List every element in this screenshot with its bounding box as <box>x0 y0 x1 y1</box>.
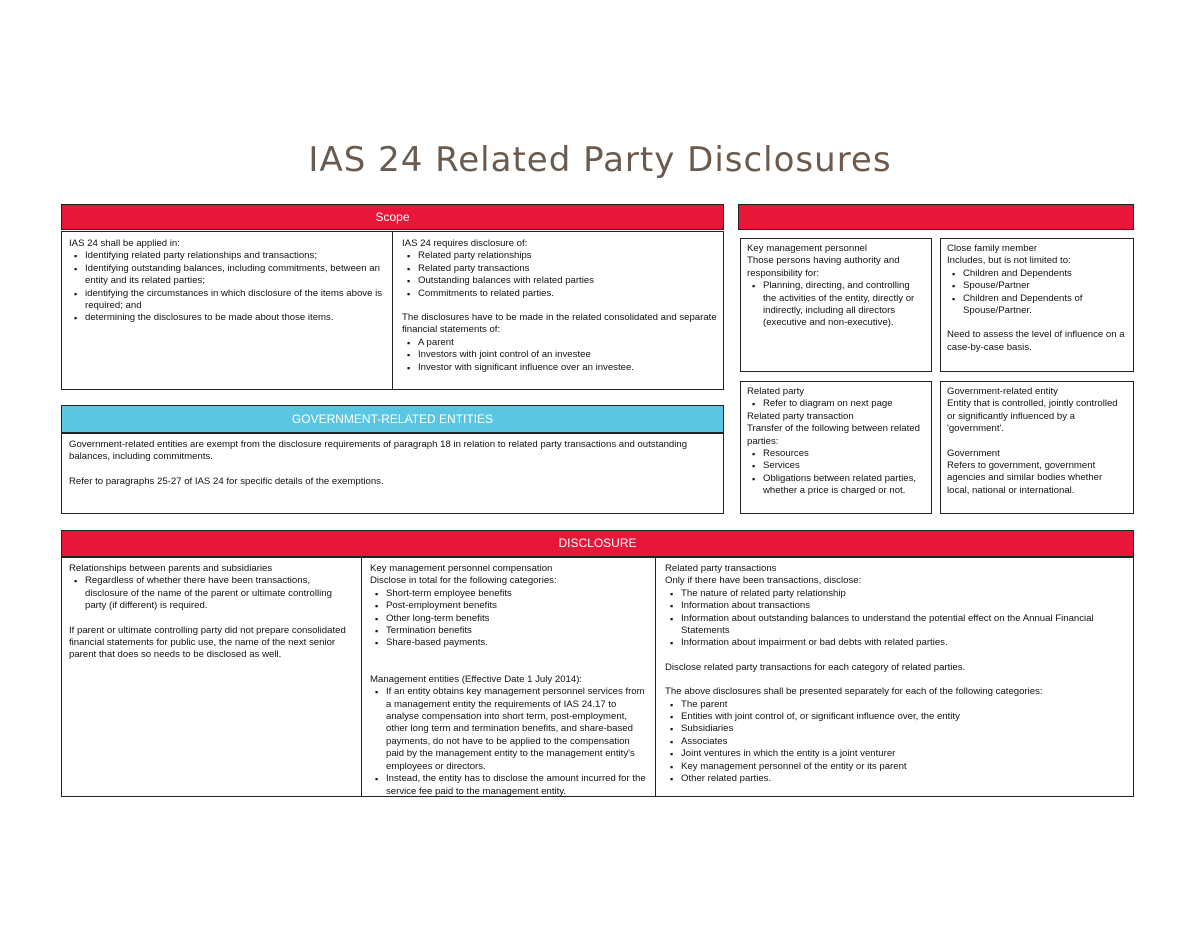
list-item: ▪ Commitments to related parties. <box>418 288 717 300</box>
disclosure-col-2 <box>370 563 648 798</box>
gov-entities-box <box>61 433 724 514</box>
scope-col1-intro: IAS 24 shall be applied in: <box>69 238 180 249</box>
disclosure-col3-list <box>665 588 1127 650</box>
list-item: ▪ Post-employment benefits <box>386 600 648 612</box>
gov-title-2: Government <box>947 447 1000 459</box>
gov-entity-box <box>940 381 1134 514</box>
disclosure-box <box>61 557 1134 797</box>
list-item: ▪ Services <box>763 460 925 472</box>
scope-divider <box>392 232 393 389</box>
related-title-2: Related party transaction <box>747 410 854 422</box>
list-item: ▪ Information about transactions <box>681 600 1127 612</box>
list-item: ▪ Key management personnel of the entity or its parent <box>681 761 1127 773</box>
list-item: ▪ The parent <box>681 699 1127 711</box>
related-list <box>747 398 925 410</box>
scope-col2-para: The disclosures have to be made in the related consolidated and separate financial statements of: <box>402 312 717 336</box>
disclosure-col3-para-2: The above disclosures shall be presented separately for each of the following categories: <box>665 686 1043 698</box>
gov-entities-text-2: Refer to paragraphs 25-27 of IAS 24 for specific details of the exemptions. <box>69 475 384 487</box>
scope-col2-intro: IAS 24 requires disclosure of: <box>402 238 528 249</box>
related-title: Related party <box>747 386 805 397</box>
list-item: ▪ Children and Dependents <box>963 268 1127 280</box>
disclosure-header: DISCLOSURE <box>61 530 1134 557</box>
list-item: ▪ The nature of related party relationship <box>681 588 1127 600</box>
gov-text: Entity that is controlled, jointly controlled or significantly influenced by a 'government'. <box>947 398 1118 435</box>
list-item: ▪ Related party relationships <box>418 250 717 262</box>
list-item: ▪ Associates <box>681 736 1127 748</box>
scope-col-2 <box>402 238 717 374</box>
list-item: ▪ Regardless of whether there have been transactions, disclosure of the name of the parent or ultimate controlling party (if different) is required. <box>85 575 353 612</box>
kmp-list <box>747 280 925 330</box>
family-note: Need to assess the level of influence on a case-by-case basis. <box>947 329 1125 353</box>
list-item: ▪ identifying the circumstances in which disclosure of the items above is required; and <box>85 288 384 313</box>
kmp-title: Key management personnel <box>747 243 867 254</box>
list-item: ▪ Identifying related party relationships and transactions; <box>85 250 384 262</box>
list-item: ▪ Investor with significant influence over an investee. <box>418 362 717 374</box>
gov-text-2: Refers to government, government agencies and similar bodies whether local, national or international. <box>947 460 1103 496</box>
disclosure-col2-title: Key management personnel compensation <box>370 563 553 574</box>
list-item: ▪ Outstanding balances with related parties <box>418 275 717 287</box>
disclosure-col3-list-2 <box>665 699 1127 786</box>
list-item: ▪ determining the disclosures to be made about those items. <box>85 312 384 324</box>
scope-col-1 <box>69 238 384 325</box>
list-item: ▪ Investors with joint control of an investee <box>418 349 717 361</box>
kmp-text: Those persons having authority and responsibility for: <box>747 255 900 279</box>
list-item: ▪ Other related parties. <box>681 773 1127 785</box>
list-item: ▪ Children and Dependents of Spouse/Partner. <box>963 293 1127 318</box>
disclosure-divider-2 <box>655 558 656 796</box>
list-item: ▪ Refer to diagram on next page <box>763 398 925 410</box>
gov-entities-header: GOVERNMENT-RELATED ENTITIES <box>61 405 724 433</box>
list-item: ▪ Related party transactions <box>418 263 717 275</box>
disclosure-divider-1 <box>361 558 362 796</box>
disclosure-col-3 <box>665 563 1127 786</box>
related-party-box <box>740 381 932 514</box>
kmp-box <box>740 238 932 372</box>
scope-col1-list <box>69 250 384 324</box>
list-item: ▪ Share-based payments. <box>386 637 648 649</box>
scope-col2-list <box>402 250 717 300</box>
family-text: Includes, but is not limited to: <box>947 255 1071 267</box>
gov-title: Government-related entity <box>947 386 1058 397</box>
list-item: ▪ Joint ventures in which the entity is a joint venturer <box>681 748 1127 760</box>
disclosure-col3-title: Related party transactions <box>665 563 777 574</box>
family-box <box>940 238 1134 372</box>
related-list-2 <box>747 448 925 498</box>
related-text: Transfer of the following between related parties: <box>747 423 920 447</box>
list-item: ▪ Identifying outstanding balances, including commitments, between an entity and its related parties; <box>85 263 384 288</box>
scope-header: Scope <box>61 204 724 230</box>
list-item: ▪ Instead, the entity has to disclose the amount incurred for the service fee paid to the management entity. <box>386 773 648 798</box>
list-item: ▪ Information about outstanding balances to understand the potential effect on the Annual Financial Statements <box>681 613 1127 638</box>
disclosure-col3-text: Only if there have been transactions, disclose: <box>665 575 862 587</box>
disclosure-col-1 <box>69 563 353 662</box>
family-title: Close family member <box>947 243 1038 254</box>
list-item: ▪ Termination benefits <box>386 625 648 637</box>
list-item: ▪ A parent <box>418 337 717 349</box>
list-item: ▪ Short-term employee benefits <box>386 588 648 600</box>
page-title: IAS 24 Related Party Disclosures <box>308 140 892 180</box>
list-item: ▪ Planning, directing, and controlling the activities of the entity, directly or indirectly, including all directors (executive and non-executive). <box>763 280 925 330</box>
gov-entities-text-1: Government-related entities are exempt from the disclosure requirements of paragraph 18 in relation to related party transactions and outstanding balances, including commitments. <box>69 439 688 463</box>
disclosure-col2-title-2: Management entities (Effective Date 1 July 2014): <box>370 673 583 685</box>
disclosure-col3-para: Disclose related party transactions for each category of related parties. <box>665 661 966 673</box>
list-item: ▪ Information about impairment or bad debts with related parties. <box>681 637 1127 649</box>
disclosure-col2-text: Disclose in total for the following categories: <box>370 575 557 587</box>
list-item: ▪ Spouse/Partner <box>963 280 1127 292</box>
family-list <box>947 268 1127 318</box>
scope-col2-list-2 <box>402 337 717 374</box>
disclosure-col2-list <box>370 588 648 650</box>
list-item: ▪ Entities with joint control of, or significant influence over, the entity <box>681 711 1127 723</box>
list-item: ▪ Resources <box>763 448 925 460</box>
disclosure-col1-list <box>69 575 353 612</box>
list-item: ▪ If an entity obtains key management personnel services from a management entity the requirements of IAS 24.17 to analyse compensation into short term, post-employment, other long term and termination benefits, and share-based payments, do not have to be applied to the compensation paid by the management entity to the management entity's employees or directors. <box>386 686 648 773</box>
list-item: ▪ Obligations between related parties, whether a price is charged or not. <box>763 473 925 498</box>
scope-box <box>61 231 724 390</box>
definitions-header <box>738 204 1134 230</box>
disclosure-col1-para: If parent or ultimate controlling party did not prepare consolidated financial statements for public use, the name of the next senior parent that does so needs to be disclosed as well. <box>69 624 346 661</box>
list-item: ▪ Subsidiaries <box>681 723 1127 735</box>
disclosure-col1-title: Relationships between parents and subsidiaries <box>69 563 273 574</box>
list-item: ▪ Other long-term benefits <box>386 613 648 625</box>
disclosure-col2-list-2 <box>370 686 648 798</box>
